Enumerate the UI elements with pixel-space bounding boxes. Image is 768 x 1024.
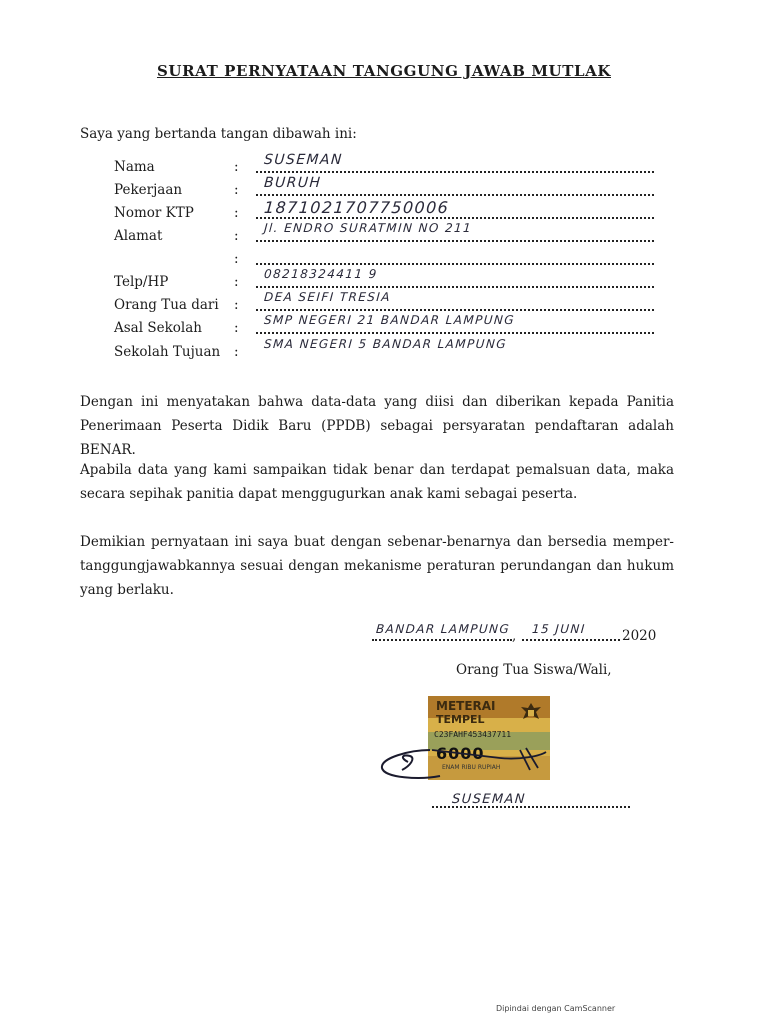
field-label: Sekolah Tujuan <box>114 344 221 360</box>
document-title: SURAT PERNYATAAN TANGGUNG JAWAB MUTLAK <box>156 62 611 80</box>
field-colon: : <box>234 182 239 198</box>
field-row-alamat-continued <box>114 247 654 269</box>
field-row-asal-sekolah <box>114 313 654 338</box>
field-label: Orang Tua dari <box>114 297 219 313</box>
place-comma: , <box>512 628 517 644</box>
place-dotted-line <box>372 639 512 641</box>
stamp-caption: ENAM RIBU RUPIAH <box>442 764 501 771</box>
intro-text: Saya yang bertanda tangan dibawah ini: <box>80 126 357 142</box>
field-colon: : <box>234 159 239 175</box>
dotted-line <box>256 171 654 173</box>
field-value-handwritten: DEA SEIFI TRESIA <box>263 290 392 304</box>
field-value-handwritten: 1871021707750006 <box>263 198 450 217</box>
field-row-nama <box>114 152 654 177</box>
statement-paragraph-3: Demikian pernyataan ini saya buat dengan sebenar-benarnya dan bersedia memper-tanggungjawabkannya sesuai dengan mekanisme peraturan perundangan dan hukum yang berlaku. <box>80 534 674 598</box>
dotted-line <box>256 332 654 334</box>
field-label: Telp/HP <box>114 274 169 290</box>
scanner-watermark: Dipindai dengan CamScanner <box>496 1004 616 1013</box>
field-row-telp <box>114 267 654 292</box>
field-row-sekolah-tujuan <box>114 337 654 362</box>
field-label: Alamat <box>114 228 163 244</box>
statement-paragraph-1: Dengan ini menyatakan bahwa data-data yang diisi dan diberikan kepada Panitia Penerimaan Peserta Didik Baru (PPDB) sebagai persyaratan pendaftaran adalah BENAR. <box>80 394 674 458</box>
stamp-serial: C23FAHF453437711 <box>434 730 512 739</box>
date-dotted-line <box>522 639 620 641</box>
dotted-line <box>256 240 654 242</box>
signer-name-handwritten: SUSEMAN <box>451 792 527 807</box>
dotted-line <box>256 263 654 265</box>
field-value-handwritten: SMP NEGERI 21 BANDAR LAMPUNG <box>263 313 516 327</box>
field-colon: : <box>234 251 239 267</box>
date-handwritten: 15 JUNI <box>531 622 587 636</box>
signatory-role: Orang Tua Siswa/Wali, <box>456 662 612 678</box>
field-row-alamat <box>114 221 654 246</box>
field-value-handwritten: 08218324411 9 <box>263 267 379 281</box>
field-value-handwritten: BURUH <box>263 175 322 191</box>
field-label: Nama <box>114 159 155 175</box>
place-handwritten: BANDAR LAMPUNG <box>375 622 511 636</box>
signer-dotted-line <box>432 806 630 808</box>
field-label: Nomor KTP <box>114 205 194 221</box>
field-colon: : <box>234 228 239 244</box>
field-label: Asal Sekolah <box>114 320 202 336</box>
field-value-handwritten: SMA NEGERI 5 BANDAR LAMPUNG <box>263 337 508 351</box>
field-colon: : <box>234 320 239 336</box>
dotted-line <box>256 217 654 219</box>
field-label: Pekerjaan <box>114 182 183 198</box>
field-colon: : <box>234 205 239 221</box>
stamp-value: 6000 <box>436 744 485 763</box>
field-colon: : <box>234 297 239 313</box>
dotted-line <box>256 286 654 288</box>
field-value-handwritten: Jl. ENDRO SURATMIN NO 211 <box>263 221 473 235</box>
statement-paragraph-2: Apabila data yang kami sampaikan tidak benar dan terdapat pemalsuan data, maka secara sepihak panitia dapat menggugurkan anak kami sebagai peserta. <box>80 462 674 502</box>
field-colon: : <box>234 344 239 360</box>
year-text: 2020 <box>622 628 657 644</box>
dotted-line <box>256 309 654 311</box>
stamp-subtitle: TEMPEL <box>436 713 485 726</box>
field-value-handwritten: SUSEMAN <box>263 152 344 168</box>
field-colon: : <box>234 274 239 290</box>
field-row-orang-tua-dari <box>114 290 654 315</box>
field-row-nomor-ktp <box>114 198 654 223</box>
field-row-pekerjaan <box>114 175 654 200</box>
dotted-line <box>256 194 654 196</box>
stamp-title: METERAI <box>436 699 496 713</box>
